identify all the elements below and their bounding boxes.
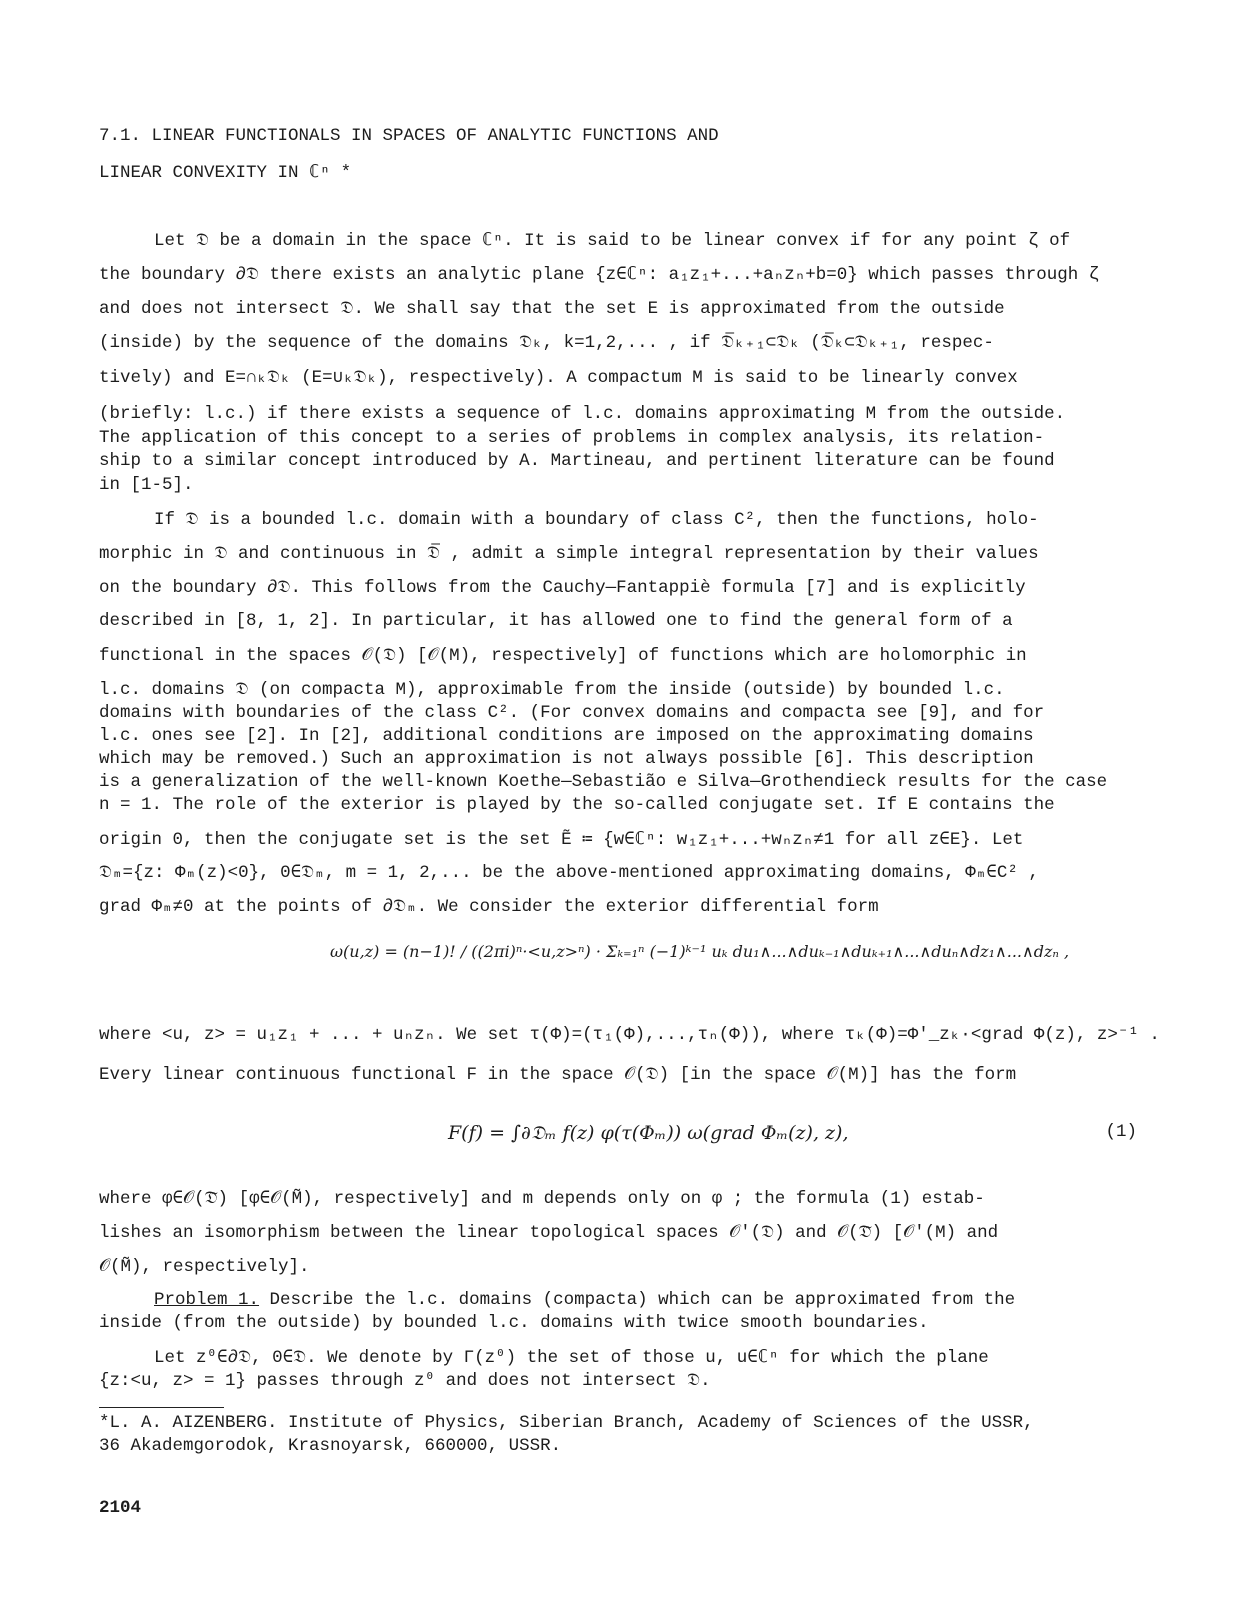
paragraph-1-line-8: ship to a similar concept introduced by A. Martineau, and pertinent literature can be found: [99, 451, 1055, 471]
paragraph-1-line-3: and does not intersect 𝔇. We shall say that the set E is approximated from the outside: [99, 299, 1005, 319]
paragraph-1-line-5: tively) and E=∩ₖ𝔇ₖ (E=∪ₖ𝔇ₖ), respectively). A compactum M is said to be linearly convex: [99, 368, 1018, 388]
paragraph-2-line-14: grad Φₘ≠0 at the points of ∂𝔇ₘ. We consider the exterior differential form: [99, 897, 879, 917]
paragraph-2-line-1: If 𝔇 is a bounded l.c. domain with a boundary of class C², then the functions, holo-: [154, 510, 1039, 530]
problem-1-line-1: [154, 1290, 1015, 1310]
section-heading-line-1: 7.1. LINEAR FUNCTIONALS IN SPACES OF ANALYTIC FUNCTIONS AND: [99, 126, 719, 146]
page-number: 2104: [99, 1498, 142, 1518]
paragraph-4-line-1: Let z⁰∈∂𝔇, 0∈𝔇. We denote by Γ(z⁰) the set of those u, u∈ℂⁿ for which the plane: [154, 1348, 989, 1368]
paragraph-4-line-2: {z:<u, z> = 1} passes through z⁰ and does not intersect 𝔇.: [99, 1371, 711, 1391]
paragraph-1-line-9: in [1-5].: [99, 475, 194, 495]
paragraph-3-line-1: where φ∈𝒪(𝔇̃) [φ∈𝒪(M̃), respectively] and m depends only on φ ; the formula (1) estab-: [99, 1189, 985, 1209]
paragraph-2-line-13: 𝔇ₘ={z: Φₘ(z)<0}, 0∈𝔇ₘ, m = 1, 2,... be the above-mentioned approximating domains, Φₘ∈C² ,: [99, 863, 1039, 883]
paragraph-1-line-7: The application of this concept to a series of problems in complex analysis, its relation-: [99, 428, 1045, 448]
paragraph-3-line-3: 𝒪(M̃), respectively].: [99, 1257, 310, 1277]
paragraph-2-line-9: which may be removed.) Such an approximation is not always possible [6]. This description: [99, 749, 1034, 769]
paragraph-1-line-4: (inside) by the sequence of the domains 𝔇ₖ, k=1,2,... , if 𝔇̅ₖ₊₁⊂𝔇ₖ (𝔇̅ₖ⊂𝔇ₖ₊₁, respec-: [99, 333, 994, 353]
paragraph-1-line-6: (briefly: l.c.) if there exists a sequence of l.c. domains approximating M from the outside.: [99, 404, 1066, 424]
paragraph-2-line-3: on the boundary ∂𝔇. This follows from the Cauchy—Fantappiè formula [7] and is explicitly: [99, 578, 1026, 598]
paragraph-2-line-4: described in [8, 1, 2]. In particular, it has allowed one to find the general form of a: [99, 611, 1013, 631]
section-heading-line-2: LINEAR CONVEXITY IN ℂⁿ *: [99, 163, 352, 183]
paragraph-2-line-11: n = 1. The role of the exterior is played by the so-called conjugate set. If E contains the: [99, 795, 1055, 815]
footnote-line-1: *L. A. AIZENBERG. Institute of Physics, Siberian Branch, Academy of Sciences of the USSR,: [99, 1413, 1034, 1433]
functional-formula: F(f) = ∫∂𝔇ₘ f(z) φ(τ(Φₘ)) ω(grad Φₘ(z), z),: [448, 1122, 849, 1144]
footnote-divider: [99, 1407, 224, 1408]
paragraph-2-line-8: l.c. ones see [2]. In [2], additional conditions are imposed on the approximating domains: [99, 726, 1034, 746]
problem-text: Describe the l.c. domains (compacta) which can be approximated from the: [269, 1290, 1016, 1310]
problem-1-line-2: inside (from the outside) by bounded l.c. domains with twice smooth boundaries.: [99, 1313, 929, 1333]
equation-number: (1): [1105, 1122, 1137, 1142]
paragraph-2-line-5: functional in the spaces 𝒪(𝔇) [𝒪(M), respectively] of functions which are holomorphic in: [99, 646, 1027, 666]
paragraph-2-line-6: l.c. domains 𝔇 (on compacta M), approximable from the inside (outside) by bounded l.c.: [99, 680, 1005, 700]
paragraph-1-line-1: Let 𝔇 be a domain in the space ℂⁿ. It is said to be linear convex if for any point ζ of: [154, 231, 1071, 251]
paragraph-3-line-2: lishes an isomorphism between the linear topological spaces 𝒪'(𝔇) and 𝒪(𝔇̃) [𝒪'(M) and: [99, 1223, 999, 1243]
paragraph-2-line-7: domains with boundaries of the class C². (For convex domains and compacta see [9], and for: [99, 703, 1045, 723]
paragraph-2-line-15: where <u, z> = u₁z₁ + ... + uₙzₙ. We set τ(Φ)=(τ₁(Φ),...,τₙ(Φ)), where τₖ(Φ)=Φ'_zₖ·<grad Φ(z), z>⁻¹ .: [99, 1025, 1160, 1045]
paragraph-2-line-2: morphic in 𝔇 and continuous in 𝔇̅ , admit a simple integral representation by their values: [99, 544, 1039, 564]
paragraph-2-line-16: Every linear continuous functional F in the space 𝒪(𝔇) [in the space 𝒪(M)] has the form: [99, 1065, 1017, 1085]
omega-form-equation: ω(u,z) = (n−1)! / ((2πi)ⁿ·<u,z>ⁿ) · Σₖ₌₁ⁿ (−1)ᵏ⁻¹ uₖ du₁∧...∧duₖ₋₁∧duₖ₊₁∧...∧duₙ∧dz₁∧...∧dzₙ ,: [330, 942, 1070, 961]
paragraph-1-line-2: the boundary ∂𝔇 there exists an analytic plane {z∈ℂⁿ: a₁z₁+...+aₙzₙ+b=0} which passes through ζ: [99, 265, 1100, 285]
problem-label: Problem 1.: [154, 1290, 260, 1310]
paragraph-2-line-10: is a generalization of the well-known Koethe—Sebastião e Silva—Grothendieck results for the case: [99, 772, 1108, 792]
footnote-line-2: 36 Akademgorodok, Krasnoyarsk, 660000, USSR.: [99, 1436, 562, 1456]
paragraph-2-line-12: origin 0, then the conjugate set is the set Ẽ ≔ {w∈ℂⁿ: w₁z₁+...+wₙzₙ≠1 for all z∈E}. Let: [99, 830, 1024, 850]
